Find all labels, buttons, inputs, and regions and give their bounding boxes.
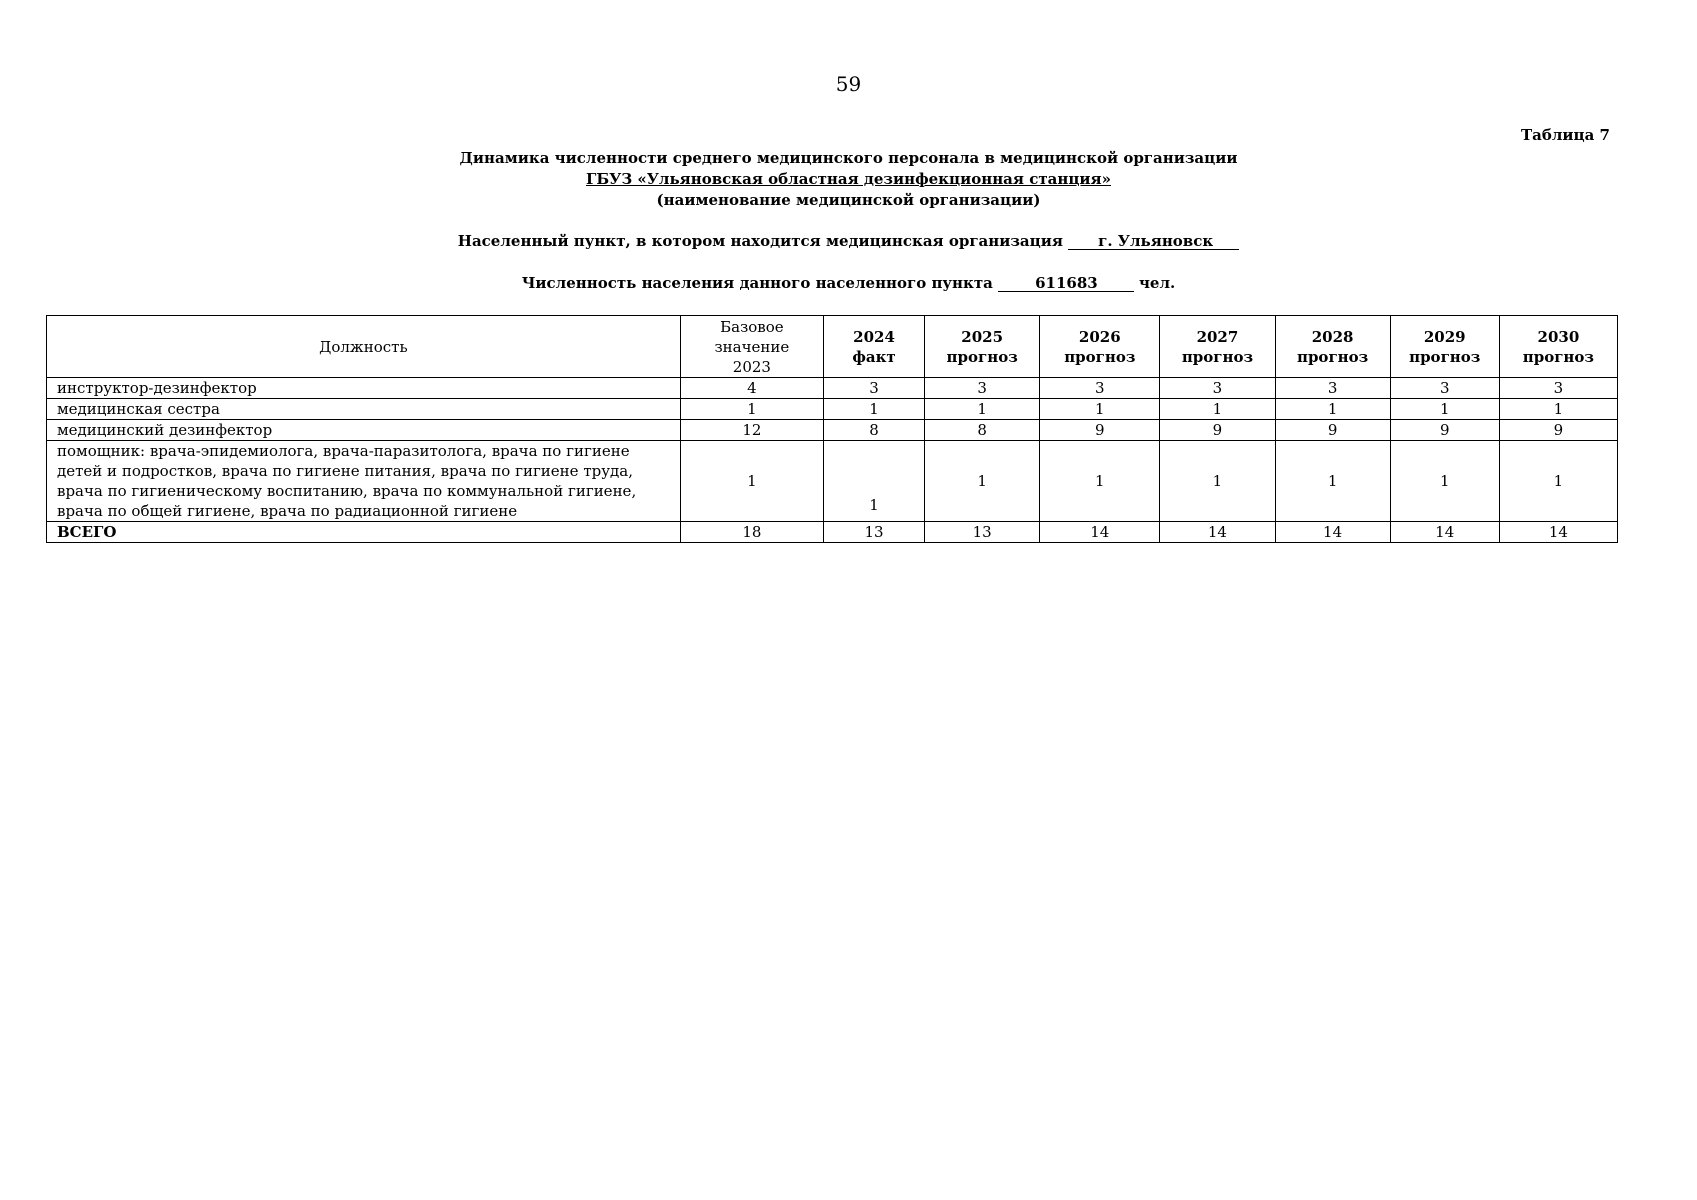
population-unit: чел. (1138, 274, 1176, 292)
value-cell: 3 (1499, 378, 1617, 399)
total-value-cell: 13 (823, 522, 924, 543)
value-cell: 9 (1040, 420, 1160, 441)
value-cell: 8 (823, 420, 924, 441)
column-header-2030: 2030 прогноз (1499, 316, 1617, 378)
column-header-2025: 2025 прогноз (925, 316, 1040, 378)
value-cell: 1 (1160, 441, 1275, 522)
value-cell: 1 (1390, 441, 1499, 522)
position-name: помощник: врача-эпидемиолога, врача-паразитолога, врача по гигиене детей и подростков, врача по гигиене питания, врача по гигиене труда, врача по гигиеническому воспитанию, врача по коммунальной гигиене, врача по общей гигиене, врача по радиационной гигиене (47, 441, 681, 522)
position-name: инструктор-дезинфектор (47, 378, 681, 399)
organization-caption: (наименование медицинской организации) (656, 191, 1041, 209)
staff-table (46, 315, 1618, 543)
position-name: медицинская сестра (47, 399, 681, 420)
value-cell: 1 (823, 399, 924, 420)
value-cell: 1 (680, 399, 823, 420)
value-cell: 4 (680, 378, 823, 399)
value-cell: 3 (823, 378, 924, 399)
document-header (0, 148, 1697, 211)
organization-name: ГБУЗ «Ульяновская областная дезинфекционная станция» (585, 170, 1111, 188)
value-cell: 3 (1390, 378, 1499, 399)
total-value-cell: 18 (680, 522, 823, 543)
total-value-cell: 13 (925, 522, 1040, 543)
column-header-2028: 2028 прогноз (1275, 316, 1390, 378)
table-number: Таблица 7 (1520, 126, 1610, 144)
table-row (47, 441, 1618, 522)
total-value-cell: 14 (1499, 522, 1617, 543)
total-value-cell: 14 (1160, 522, 1275, 543)
table-title: Динамика численности среднего медицинского персонала в медицинской организации (459, 149, 1238, 167)
total-value-cell: 14 (1390, 522, 1499, 543)
value-cell: 1 (925, 399, 1040, 420)
value-cell: 12 (680, 420, 823, 441)
column-header-2029: 2029 прогноз (1390, 316, 1499, 378)
value-cell: 1 (823, 441, 924, 522)
value-cell: 1 (1499, 441, 1617, 522)
column-header-2024: 2024 факт (823, 316, 924, 378)
column-header-2026: 2026 прогноз (1040, 316, 1160, 378)
total-value-cell: 14 (1275, 522, 1390, 543)
table-row (47, 399, 1618, 420)
settlement-label: Населенный пункт, в котором находится медицинская организация (457, 232, 1063, 250)
value-cell: 9 (1390, 420, 1499, 441)
value-cell: 1 (1390, 399, 1499, 420)
page-number: 59 (835, 72, 862, 96)
settlement-value: г. Ульяновск (1068, 233, 1239, 250)
value-cell: 1 (1275, 399, 1390, 420)
value-cell: 9 (1499, 420, 1617, 441)
value-cell: 9 (1275, 420, 1390, 441)
value-cell: 3 (1160, 378, 1275, 399)
population-value: 611683 (998, 275, 1134, 292)
table-header-row (47, 316, 1618, 378)
column-header-2027: 2027 прогноз (1160, 316, 1275, 378)
position-name: медицинский дезинфектор (47, 420, 681, 441)
value-cell: 1 (1040, 399, 1160, 420)
settlement-line (0, 232, 1697, 250)
total-label: ВСЕГО (47, 522, 681, 543)
value-cell: 1 (925, 441, 1040, 522)
value-cell: 3 (925, 378, 1040, 399)
column-header-position: Должность (47, 316, 681, 378)
value-cell: 9 (1160, 420, 1275, 441)
total-value-cell: 14 (1040, 522, 1160, 543)
population-label: Численность населения данного населенного пункта (521, 274, 993, 292)
value-cell: 3 (1275, 378, 1390, 399)
value-cell: 1 (1499, 399, 1617, 420)
table-row (47, 378, 1618, 399)
table-row (47, 420, 1618, 441)
column-header-base-2023: Базовое значение 2023 (680, 316, 823, 378)
total-row (47, 522, 1618, 543)
value-cell: 1 (680, 441, 823, 522)
population-line (0, 274, 1697, 292)
value-cell: 1 (1040, 441, 1160, 522)
value-cell: 1 (1160, 399, 1275, 420)
value-cell: 8 (925, 420, 1040, 441)
value-cell: 3 (1040, 378, 1160, 399)
value-cell: 1 (1275, 441, 1390, 522)
